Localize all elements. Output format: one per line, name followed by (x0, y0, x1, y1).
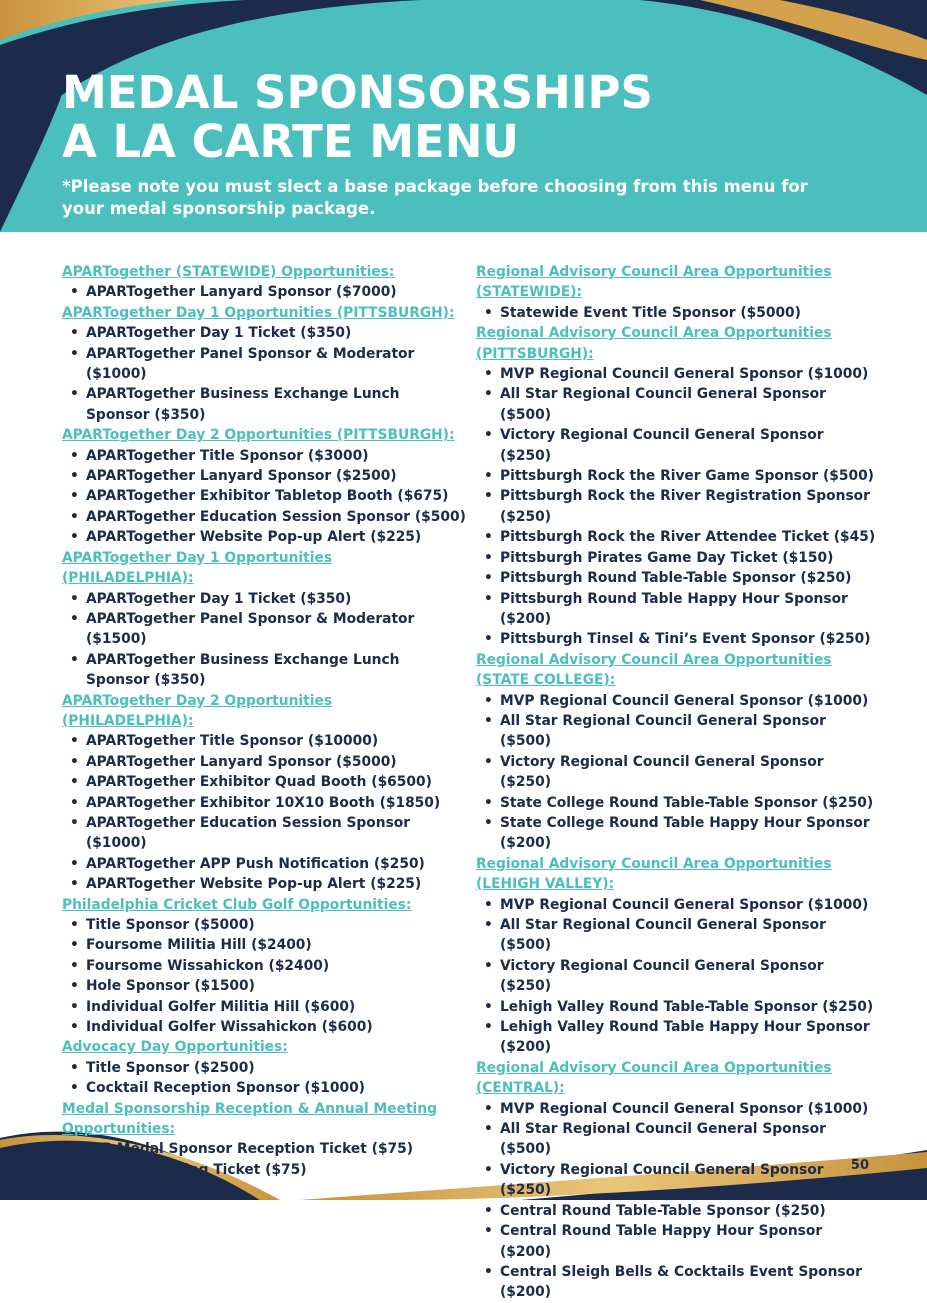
sponsorship-item: • VIP Medal Sponsor Reception Ticket ($75) (62, 1139, 467, 1159)
opportunity-section (62, 262, 467, 303)
section-heading-link[interactable]: Regional Advisory Council Area Opportunities (CENTRAL): (476, 1059, 832, 1097)
section-heading-link[interactable]: Medal Sponsorship Reception & Annual Meeting Opportunities: (62, 1100, 437, 1138)
section-heading-link[interactable]: Advocacy Day Opportunities: (62, 1039, 288, 1056)
sponsorship-item: • All Star Regional Council General Sponsor ($500) (476, 1119, 876, 1160)
sponsorship-list (62, 1058, 467, 1099)
section-heading-link[interactable]: Regional Advisory Council Area Opportunities (LEHIGH VALLEY): (476, 855, 832, 893)
opportunity-section (62, 1099, 467, 1181)
sponsorship-item: • Lehigh Valley Round Table Happy Hour Sponsor ($200) (476, 1017, 876, 1058)
sponsorship-item: • APARTogether Business Exchange Lunch Sponsor ($350) (62, 384, 467, 425)
sponsorship-list (476, 1099, 876, 1303)
sponsorship-list (62, 589, 467, 691)
section-heading-link[interactable]: APARTogether (STATEWIDE) Opportunities: (62, 264, 395, 280)
sponsorship-item: • MVP Regional Council General Sponsor ($1000) (476, 1099, 876, 1119)
sponsorship-item: • APARTogether Website Pop-up Alert ($225) (62, 527, 467, 547)
sponsorship-item: • Pittsburgh Rock the River Game Sponsor ($500) (476, 466, 876, 486)
sponsorship-item: • Victory Regional Council General Sponsor ($250) (476, 956, 876, 997)
sponsorship-item: • State College Round Table Happy Hour Sponsor ($200) (476, 813, 876, 854)
section-heading-link[interactable]: APARTogether Day 1 Opportunities (PHILADELPHIA): (62, 549, 333, 587)
section-heading-link[interactable]: Regional Advisory Council Area Opportunities (PITTSBURGH): (476, 325, 832, 362)
section-heading-link[interactable]: APARTogether Day 2 Opportunities (PITTSBURGH): (62, 427, 455, 444)
sponsorship-item: • Pittsburgh Round Table Happy Hour Sponsor ($200) (476, 589, 876, 630)
page-number: 50 (850, 1158, 869, 1173)
sponsorship-item: • APARTogether Exhibitor 10X10 Booth ($1850) (62, 793, 467, 813)
sponsorship-list (62, 446, 467, 548)
sponsorship-item: • APARTogether Day 1 Ticket ($350) (62, 589, 467, 609)
opportunity-section (476, 323, 876, 650)
sponsorship-item: • Foursome Militia Hill ($2400) (62, 935, 467, 955)
sponsorship-item: • Central Round Table Happy Hour Sponsor ($200) (476, 1221, 876, 1262)
sponsorship-item: • APARTogether Website Pop-up Alert ($225) (62, 874, 467, 894)
sponsorship-item: • Pittsburgh Pirates Game Day Ticket ($150) (476, 548, 876, 568)
opportunity-section (62, 1037, 467, 1098)
sponsorship-item: • APARTogether Title Sponsor ($10000) (62, 731, 467, 751)
sponsorship-item: • APARTogether Title Sponsor ($3000) (62, 446, 467, 466)
section-heading-link[interactable]: Regional Advisory Council Area Opportunities (STATEWIDE): (476, 264, 832, 301)
opportunity-section (62, 425, 467, 547)
sponsorship-item: • APARTogether Exhibitor Quad Booth ($6500) (62, 772, 467, 792)
sponsorship-item: • Central Round Table-Table Sponsor ($250) (476, 1201, 876, 1221)
opportunity-section (62, 691, 467, 895)
sponsorship-item: • APARTogether Business Exchange Lunch Sponsor ($350) (62, 650, 467, 691)
right-column (476, 262, 876, 1303)
sponsorship-item: • MVP Regional Council General Sponsor ($1000) (476, 691, 876, 711)
sponsorship-item: • APARTogether APP Push Notification ($250) (62, 854, 467, 874)
page-title (62, 68, 842, 166)
section-heading-link[interactable]: Regional Advisory Council Area Opportunities (STATE COLLEGE): (476, 651, 832, 689)
title-line-1: MEDAL SPONSORSHIPS (62, 66, 653, 119)
sponsorship-item: • All Star Regional Council General Sponsor ($500) (476, 384, 876, 425)
sponsorship-item: • Individual Golfer Militia Hill ($600) (62, 997, 467, 1017)
section-heading-link[interactable]: Philadelphia Cricket Club Golf Opportunities: (62, 896, 412, 913)
left-column (62, 262, 467, 1180)
sponsorship-item: • APARTogether Education Session Sponsor ($500) (62, 507, 467, 527)
sponsorship-item: • Pittsburgh Rock the River Registration Sponsor ($250) (476, 486, 876, 527)
opportunity-section (62, 895, 467, 1038)
sponsorship-item: • Title Sponsor ($5000) (62, 915, 467, 935)
sponsorship-item: • Victory Regional Council General Sponsor ($250) (476, 425, 876, 466)
sponsorship-item: • MVP Regional Council General Sponsor ($1000) (476, 895, 876, 915)
opportunity-section (476, 1058, 876, 1303)
opportunity-section (476, 650, 876, 854)
sponsorship-item: • State College Round Table-Table Sponsor ($250) (476, 793, 876, 813)
sponsorship-item: • Central Sleigh Bells & Cocktails Event Sponsor ($200) (476, 1262, 876, 1303)
sponsorship-item: • APARTogether Panel Sponsor & Moderator ($1500) (62, 609, 467, 650)
sponsorship-item: • All Star Regional Council General Sponsor ($500) (476, 711, 876, 752)
sponsorship-item: • Pittsburgh Tinsel & Tini’s Event Sponsor ($250) (476, 629, 876, 649)
sponsorship-item: • APARTogether Lanyard Sponsor ($2500) (62, 466, 467, 486)
section-heading-link[interactable]: APARTogether Day 2 Opportunities (PHILADELPHIA): (62, 692, 333, 729)
sponsorship-list (62, 1139, 467, 1180)
sponsorship-item: • APARTogether Panel Sponsor & Moderator ($1000) (62, 344, 467, 385)
sponsorship-item: • Victory Regional Council General Sponsor ($250) (476, 1160, 876, 1201)
sponsorship-item: • Hole Sponsor ($1500) (62, 976, 467, 996)
sponsorship-item: • Lehigh Valley Round Table-Table Sponsor ($250) (476, 997, 876, 1017)
sponsorship-item: • All Star Regional Council General Sponsor ($500) (476, 915, 876, 956)
sponsorship-list (476, 364, 876, 650)
sponsorship-item: • APARTogether Lanyard Sponsor ($7000) (62, 282, 467, 302)
sponsorship-list (62, 323, 467, 425)
sponsorship-item: • Pittsburgh Rock the River Attendee Ticket ($45) (476, 527, 876, 547)
sponsorship-item: • Cocktail Reception Sponsor ($1000) (62, 1078, 467, 1098)
section-heading-link[interactable]: APARTogether Day 1 Opportunities (PITTSBURGH): (62, 304, 455, 321)
sponsorship-list (476, 303, 876, 323)
opportunity-section (476, 262, 876, 323)
base-package-note: *Please note you must slect a base package before choosing from this menu for your medal sponsorship package. (62, 177, 808, 218)
sponsorship-item: • APARTogether Lanyard Sponsor ($5000) (62, 752, 467, 772)
header (62, 68, 842, 220)
opportunity-section (62, 303, 467, 425)
sponsorship-list (62, 731, 467, 894)
sponsorship-item: • APARTogether Education Session Sponsor ($1000) (62, 813, 467, 854)
sponsorship-item: • APARTogether Day 1 Ticket ($350) (62, 323, 467, 343)
sponsorship-item: • Individual Golfer Wissahickon ($600) (62, 1017, 467, 1037)
sponsorship-item: • Title Sponsor ($2500) (62, 1058, 467, 1078)
sponsorship-item: • Pittsburgh Round Table-Table Sponsor ($250) (476, 568, 876, 588)
sponsorship-item: • APARTogether Exhibitor Tabletop Booth ($675) (62, 486, 467, 506)
title-line-2: A LA CARTE MENU (62, 115, 519, 168)
opportunity-section (476, 854, 876, 1058)
sponsorship-list (476, 895, 876, 1058)
sponsorship-item: • Statewide Event Title Sponsor ($5000) (476, 303, 876, 323)
sponsorship-list (62, 915, 467, 1037)
sponsorship-item: • Annual Meeting Ticket ($75) (62, 1160, 467, 1180)
sponsorship-item: • MVP Regional Council General Sponsor ($1000) (476, 364, 876, 384)
opportunity-section (62, 548, 467, 691)
sponsorship-item: • Victory Regional Council General Sponsor ($250) (476, 752, 876, 793)
sponsorship-list (62, 282, 467, 302)
sponsorship-item: • Foursome Wissahickon ($2400) (62, 956, 467, 976)
sponsorship-list (476, 691, 876, 854)
